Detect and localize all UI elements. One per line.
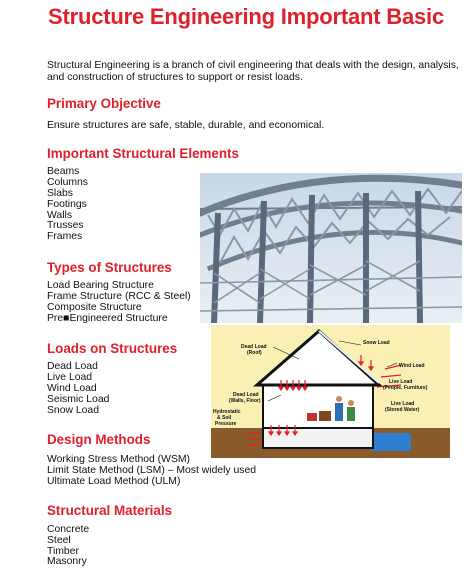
loads-diagram xyxy=(211,325,450,458)
intro-paragraph: Structural Engineering is a branch of civil engineering that deals with the design, analysis, and construction of structures to support or resist loads. xyxy=(47,60,459,83)
steel-frame-photo xyxy=(200,173,462,323)
list-item: Steel xyxy=(47,534,71,546)
water-tank xyxy=(371,433,411,451)
list-item: Limit State Method (LSM) – Most widely used xyxy=(47,464,257,476)
list-item: Working Stress Method (WSM) xyxy=(47,454,190,465)
list-item: Slabs xyxy=(47,187,73,199)
list-item: Wind Load xyxy=(47,382,97,394)
heading-structural-materials: Structural Materials xyxy=(47,503,173,518)
list-item: Dead Load xyxy=(47,361,98,372)
heading-structural-elements: Important Structural Elements xyxy=(47,146,239,161)
steel-frame-illustration xyxy=(200,173,462,323)
list-item: Beams xyxy=(47,166,80,177)
types-of-structures-list xyxy=(47,281,191,325)
heading-design-methods: Design Methods xyxy=(47,432,151,447)
label-live-load-water: Live Load xyxy=(391,401,415,407)
label-dead-load-roof: Dead Load xyxy=(241,344,267,350)
list-item: Snow Load xyxy=(47,404,99,416)
list-item: Seismic Load xyxy=(47,393,110,405)
list-item: Composite Structure xyxy=(47,301,142,313)
list-item: Frames xyxy=(47,231,83,243)
label-hydrostatic-soil: & Soil xyxy=(217,415,232,421)
list-item: Live Load xyxy=(47,371,93,383)
list-item: Timber xyxy=(47,545,79,557)
list-item: Concrete xyxy=(47,524,90,535)
structural-materials-list xyxy=(47,525,89,568)
label-dead-load-walls-sub: (Walls, Floor) xyxy=(229,398,261,404)
heading-types-of-structures: Types of Structures xyxy=(47,260,172,275)
label-snow-load: Snow Load xyxy=(363,340,390,346)
list-item: Load Bearing Structure xyxy=(47,280,154,291)
list-item: Columns xyxy=(47,176,88,188)
list-item: Walls xyxy=(47,209,73,221)
list-item: Footings xyxy=(47,198,87,210)
structural-elements-list xyxy=(47,167,88,243)
label-hydrostatic-pressure: Pressure xyxy=(215,421,237,427)
heading-loads-on-structures: Loads on Structures xyxy=(47,341,178,356)
list-item: Trusses xyxy=(47,220,84,232)
list-item: Masonry xyxy=(47,556,87,568)
label-dead-load-walls: Dead Load xyxy=(233,392,259,398)
label-live-load: Live Load xyxy=(389,379,413,385)
label-wind-load: Wind Load xyxy=(399,363,425,369)
loads-list xyxy=(47,362,109,416)
label-live-load-water-sub: (Stored Water) xyxy=(385,407,420,413)
primary-objective-text: Ensure structures are safe, stable, durable, and economical. xyxy=(47,120,325,131)
list-item: Frame Structure (RCC & Steel) xyxy=(47,290,191,302)
design-methods-list xyxy=(47,455,256,488)
label-hydrostatic: Hydrostatic xyxy=(213,409,241,415)
label-live-load-sub: (People, Furniture) xyxy=(383,385,428,391)
list-item: Ultimate Load Method (ULM) xyxy=(47,475,181,487)
list-item: Pre■Engineered Structure xyxy=(47,312,168,324)
label-dead-load-roof-sub: (Roof) xyxy=(247,350,262,356)
page-title: Structure Engineering Important Basic xyxy=(48,4,445,29)
heading-primary-objective: Primary Objective xyxy=(47,96,161,111)
